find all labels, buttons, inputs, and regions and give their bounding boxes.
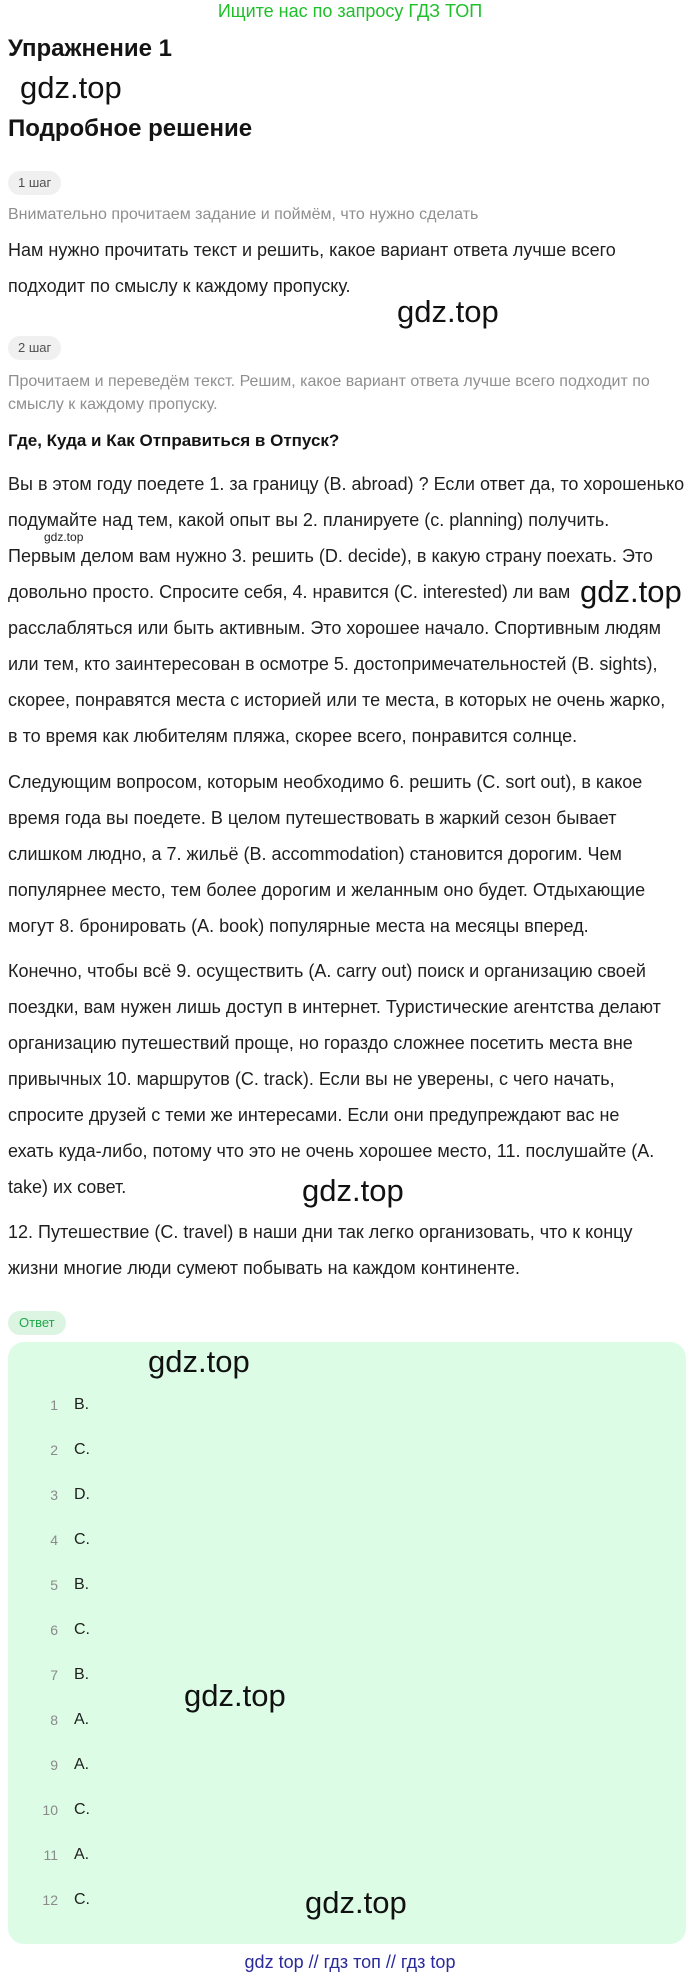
answer-value: B. xyxy=(74,1576,90,1593)
exercise-title: Упражнение 1 xyxy=(8,35,172,62)
step-2-hint-line: Прочитаем и переведём текст. Решим, какое вариант ответа лучше всего подходит по xyxy=(8,373,650,390)
watermark: gdz.top xyxy=(302,1173,404,1208)
step-1-hint: Внимательно прочитаем задание и поймём, что нужно сделать xyxy=(8,206,479,223)
answer-item xyxy=(8,1438,308,1462)
answer-item xyxy=(8,1483,308,1507)
watermark: gdz.top xyxy=(580,574,682,609)
answer-item xyxy=(8,1708,308,1732)
answer-number: 1 xyxy=(50,1397,58,1413)
text-line: время года вы поедете. В целом путешествовать в жаркий сезон бывает xyxy=(8,808,617,828)
answer-value: C. xyxy=(74,1621,90,1638)
answer-value: C. xyxy=(74,1441,90,1458)
answer-badge: Ответ xyxy=(8,1311,66,1335)
step-1-text-line: подходит по смыслу к каждому пропуску. xyxy=(8,276,351,296)
text-line: Первым делом вам нужно 3. решить (D. decide), в какую страну поехать. Это xyxy=(8,546,653,566)
answer-item xyxy=(8,1528,308,1552)
answer-value: A. xyxy=(74,1711,90,1728)
text-line: или тем, кто заинтересован в осмотре 5. достопримечательностей (B. sights), xyxy=(8,654,658,674)
step-2-hint-line: смыслу к каждому пропуску. xyxy=(8,396,218,413)
text-line: привычных 10. маршрутов (C. track). Если вы не уверены, с чего начать, xyxy=(8,1069,615,1089)
answer-number: 4 xyxy=(50,1532,58,1548)
answer-item xyxy=(8,1573,308,1597)
text-line: Вы в этом году поедете 1. за границу (B. abroad) ? Если ответ да, то хорошенько xyxy=(8,474,685,494)
text-line: довольно просто. Спросите себя, 4. нравится (C. interested) ли вам xyxy=(8,582,571,602)
text-line: ехать куда-либо, потому что это не очень хорошее место, 11. послушайте (A. xyxy=(8,1141,655,1161)
answer-value: B. xyxy=(74,1666,90,1683)
text-line: Конечно, чтобы всё 9. осуществить (A. carry out) поиск и организацию своей xyxy=(8,961,646,981)
text-line: спросите друзей с теми же интересами. Если они предупреждают вас не xyxy=(8,1105,620,1125)
answer-number: 5 xyxy=(50,1577,58,1593)
watermark: gdz.top xyxy=(305,1885,407,1920)
answer-number: 3 xyxy=(50,1487,58,1503)
answer-value: C. xyxy=(74,1891,90,1908)
answer-box xyxy=(8,1342,686,1944)
answer-number: 2 xyxy=(50,1442,58,1458)
answer-value: C. xyxy=(74,1531,90,1548)
text-line: take) их совет. xyxy=(8,1177,127,1197)
text-line: 12. Путешествие (C. travel) в наши дни так легко организовать, что к концу xyxy=(8,1222,633,1242)
watermark: gdz.top xyxy=(20,70,122,105)
watermark: gdz.top xyxy=(397,294,499,329)
answer-number: 12 xyxy=(42,1892,58,1908)
text-line: организацию путешествий проще, но гораздо сложнее посетить места вне xyxy=(8,1033,633,1053)
answer-item xyxy=(8,1393,308,1417)
text-line: подумайте над тем, какой опыт вы 2. планируете (c. planning) получить. xyxy=(8,510,610,530)
answer-item xyxy=(8,1753,308,1777)
answer-number: 10 xyxy=(42,1802,58,1818)
watermark-small: gdz.top xyxy=(44,530,84,544)
text-line: могут 8. бронировать (A. book) популярные места на месяцы вперед. xyxy=(8,916,589,936)
text-line: популярнее место, тем более дорогим и желанным оно будет. Отдыхающие xyxy=(8,880,646,900)
answer-number: 6 xyxy=(50,1622,58,1638)
answer-value: D. xyxy=(74,1486,90,1503)
answer-item xyxy=(8,1618,308,1642)
step-1-badge: 1 шаг xyxy=(8,171,61,195)
answer-item xyxy=(8,1888,308,1912)
footer-links[interactable]: gdz top // гдз топ // гдз top xyxy=(244,1952,456,1972)
watermark: gdz.top xyxy=(148,1344,250,1379)
text-line: слишком людно, а 7. жильё (B. accommodation) становится дорогим. Чем xyxy=(8,844,622,864)
answer-value: B. xyxy=(74,1396,90,1413)
answer-number: 8 xyxy=(50,1712,58,1728)
text-line: поездки, вам нужен лишь доступ в интернет. Туристические агентства делают xyxy=(8,997,661,1017)
answer-value: C. xyxy=(74,1801,90,1818)
answer-value: A. xyxy=(74,1756,90,1773)
search-banner[interactable]: Ищите нас по запросу ГДЗ ТОП xyxy=(217,1,483,21)
answer-number: 11 xyxy=(43,1847,58,1863)
text-line: расслабляться или быть активным. Это хорошее начало. Спортивным людям xyxy=(8,618,662,638)
text-line: Следующим вопросом, которым необходимо 6. решить (C. sort out), в какое xyxy=(8,772,643,792)
answer-value: A. xyxy=(74,1846,90,1863)
step-2-badge: 2 шаг xyxy=(8,336,61,360)
answer-number: 9 xyxy=(50,1757,58,1773)
watermark: gdz.top xyxy=(184,1678,286,1713)
answer-number: 7 xyxy=(50,1667,58,1683)
text-title: Где, Куда и Как Отправиться в Отпуск? xyxy=(8,431,340,450)
answer-item xyxy=(8,1843,308,1867)
solution-title: Подробное решение xyxy=(8,115,253,142)
step-1-text-line: Нам нужно прочитать текст и решить, какое вариант ответа лучше всего xyxy=(8,240,616,260)
text-line: жизни многие люди сумеют побывать на каждом континенте. xyxy=(8,1258,521,1278)
text-line: в то время как любителям пляжа, скорее всего, понравится солнце. xyxy=(8,726,578,746)
answer-item xyxy=(8,1798,308,1822)
text-line: скорее, понравятся места с историей или те места, в которых не очень жарко, xyxy=(8,690,666,710)
